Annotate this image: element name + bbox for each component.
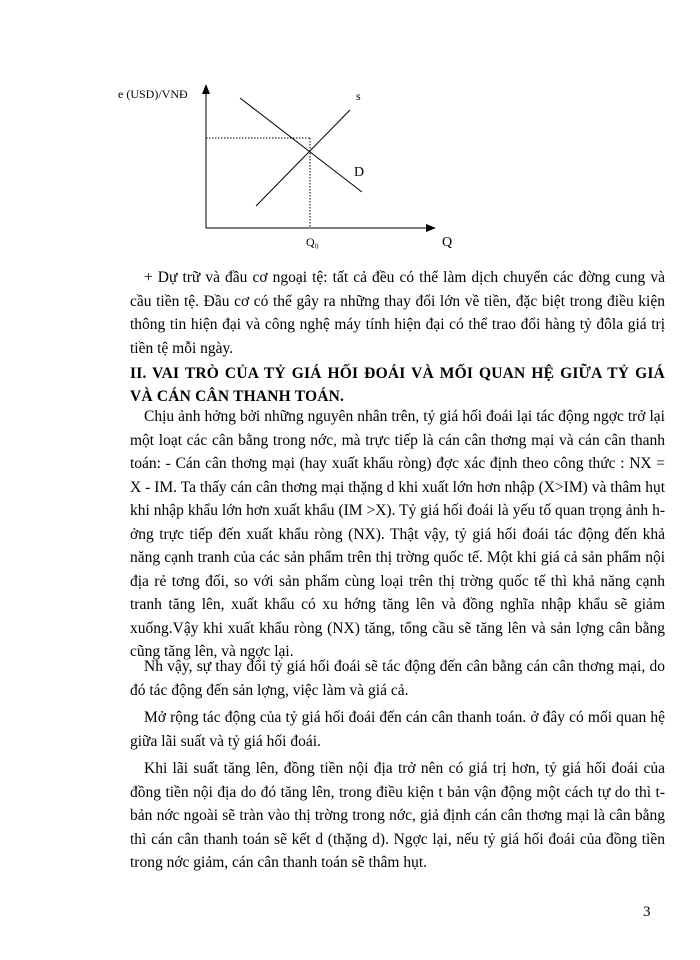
paragraph-trade-balance: Chịu ảnh hởng bởi những nguyên nhân trên, tỷ giá hối đoái lại tác động ngợc trở lại một loạt các cân bằng trong nớc, mà trực tiếp là cán cân thơng mại và cán cân thanh toán: - Cán cân thơng mại (hay xuất khẩu ròng) đợc xác định theo công thức : NX = X - IM. Ta thấy cán cân thơng mại thặng d khi xuất lớn hơn nhập (X>IM) và thâm hụt khi nhập khẩu lớn hơn xuất khẩu (IM >X). Tỷ giá hối đoái là yếu tố quan trọng ảnh hởng trực tiếp đến xuất khẩu ròng (NX). Thật vậy, tỷ giá hối đoái tác động đến khả năng cạnh tranh của các sản phẩm trên thị trờng quốc tế. Một khi giá cả sản phẩm nội địa rẻ tơng đối, so với sản phẩm cùng loại trên thị trờng quốc tế thì khả năng cạnh tranh tăng lên, xuất khẩu có xu hớng tăng lên và đồng nghĩa nhập khẩu sẽ giảm xuống.Vậy khi xuất khẩu ròng (NX) tăng, tổng cầu sẽ tăng lên và sản lợng cân bằng cũng tăng lên, và ngợc lại.	[130, 408, 665, 660]
supply-demand-diagram	[100, 80, 480, 260]
paragraph-conclusion: Nh vậy, sự thay đổi tỷ giá hối đoái sẽ tác động đến cân bằng cán cân thơng mại, do đó tác động đến sản lợng, việc làm và giá cả.	[130, 658, 665, 699]
demand-curve	[256, 110, 350, 206]
equilibrium-quantity-label: Q₀	[306, 235, 319, 249]
x-axis-label: Q	[442, 235, 453, 250]
paragraph-reserves-speculation: + Dự trữ và đầu cơ ngoại tệ: tất cả đều có thể làm dịch chuyển các đờng cung và cầu tiền tệ. Đầu cơ có thể gây ra những thay đổi lớn về tiền, đặc biệt trong điều kiện thông tin hiện đại và công nghệ máy tính hiện đại có thể trao đổi hàng tỷ đôla giá trị tiền tệ mỗi ngày.	[130, 269, 665, 357]
paragraph-interest-rate: Mở rộng tác động của tỷ giá hối đoái đến cán cân thanh toán. ở đây có mối quan hệ giữa lãi suất và tỷ giá hối đoái.	[130, 709, 665, 750]
page-number: 3	[643, 904, 651, 920]
section-heading: II. VAI TRÒ CỦA TỶ GIÁ HỐI ĐOÁI VÀ MỐI QUAN HỆ GIỮA TỶ GIÁ VÀ CÁN CÂN THANH TOÁN.	[130, 365, 665, 405]
supply-curve	[240, 98, 365, 192]
y-axis-label: e (USD)/VNĐ	[118, 87, 188, 101]
demand-label: D	[354, 165, 365, 180]
x-axis-arrow	[426, 224, 436, 232]
y-axis-arrow	[202, 84, 210, 94]
paragraph-capital-flow: Khi lãi suất tăng lên, đồng tiền nội địa trở nên có giá trị hơn, tỷ giá hối đoái của đồng tiền nội địa do đó tăng lên, trong điều kiện t bản vận động một cách tự do thì t bản nớc ngoài sẽ tràn vào thị trờng trong nớc, giả định cán cân thơng mại là cân bằng thì cán cân thanh toán sẽ kết d (thặng d). Ngợc lại, nếu tỷ giá hối đoái của đồng tiền trong nớc giảm, cán cân thanh toán sẽ thâm hụt.	[130, 760, 665, 871]
supply-label: s	[356, 89, 361, 103]
